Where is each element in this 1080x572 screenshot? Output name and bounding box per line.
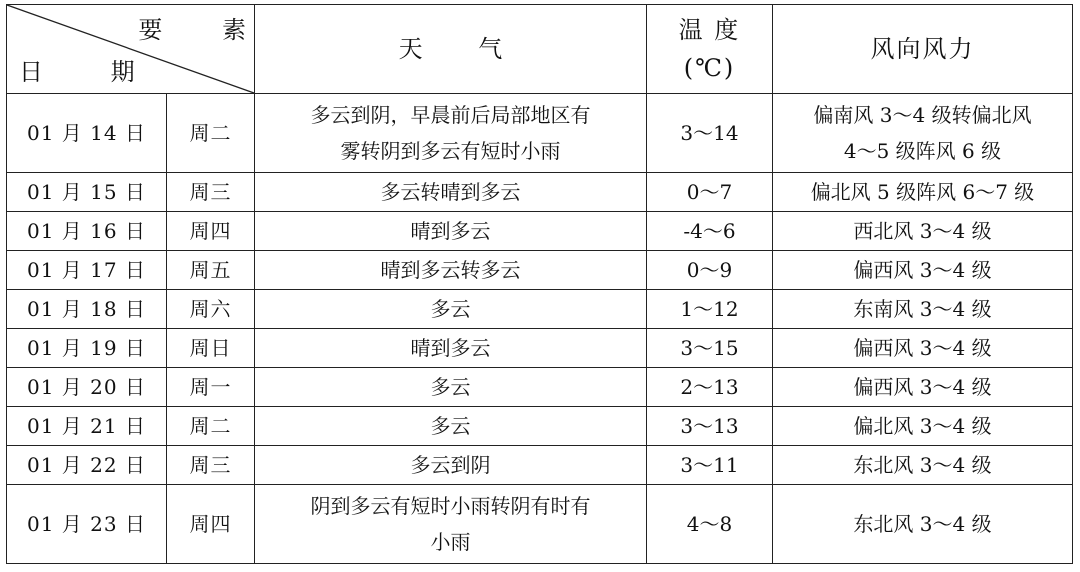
weather-cell: 多云 bbox=[255, 407, 647, 446]
table-row bbox=[7, 329, 1073, 368]
weekday-cell: 周二 bbox=[167, 407, 255, 446]
header-temperature-unit: (℃) bbox=[683, 54, 736, 82]
date-cell: 01 月 21 日 bbox=[7, 407, 167, 446]
temperature-cell: 1～12 bbox=[647, 290, 773, 329]
table-row bbox=[7, 290, 1073, 329]
weather-cell: 多云到阴 bbox=[255, 446, 647, 485]
wind-cell: 偏西风 3～4 级 bbox=[773, 368, 1073, 407]
temperature-cell: 3～14 bbox=[647, 94, 773, 173]
header-diagonal-cell bbox=[7, 5, 272, 94]
weekday-cell: 周六 bbox=[167, 290, 255, 329]
weekday-cell: 周日 bbox=[167, 329, 255, 368]
weekday-cell: 周三 bbox=[167, 173, 255, 212]
temperature-cell: -4～6 bbox=[647, 212, 773, 251]
wind-cell: 东南风 3～4 级 bbox=[773, 290, 1073, 329]
date-cell: 01 月 22 日 bbox=[7, 446, 167, 485]
table-header-row bbox=[7, 5, 1073, 94]
table-row bbox=[7, 485, 1073, 564]
date-cell: 01 月 20 日 bbox=[7, 368, 167, 407]
weather-cell: 晴到多云 bbox=[255, 329, 647, 368]
weekday-cell: 周四 bbox=[167, 485, 255, 564]
wind-line: 偏南风 3～4 级转偏北风 bbox=[813, 103, 1032, 127]
temperature-cell: 4～8 bbox=[647, 485, 773, 564]
weather-cell: 晴到多云 bbox=[255, 212, 647, 251]
wind-line: 4～5 级阵风 6 级 bbox=[843, 139, 1002, 163]
date-cell: 01 月 18 日 bbox=[7, 290, 167, 329]
table-row bbox=[7, 368, 1073, 407]
weather-cell bbox=[255, 485, 647, 564]
weather-line: 多云到阴，早晨前后局部地区有 bbox=[310, 103, 591, 127]
weekday-cell: 周三 bbox=[167, 446, 255, 485]
wind-cell: 偏北风 3～4 级 bbox=[773, 407, 1073, 446]
weather-line: 阴到多云有短时小雨转阴有时有 bbox=[310, 494, 591, 518]
temperature-cell: 3～13 bbox=[647, 407, 773, 446]
header-weather-label: 天 气 bbox=[398, 35, 527, 63]
temperature-cell: 0～9 bbox=[647, 251, 773, 290]
date-cell: 01 月 15 日 bbox=[7, 173, 167, 212]
header-temperature bbox=[647, 5, 773, 94]
wind-cell: 偏西风 3～4 级 bbox=[773, 251, 1073, 290]
temperature-cell: 0～7 bbox=[647, 173, 773, 212]
weather-cell bbox=[255, 94, 647, 173]
table-row bbox=[7, 212, 1073, 251]
weather-cell: 多云转晴到多云 bbox=[255, 173, 647, 212]
header-wind bbox=[773, 5, 1073, 94]
wind-cell: 东北风 3～4 级 bbox=[773, 485, 1073, 564]
header-date-label: 日 期 bbox=[19, 58, 165, 86]
temperature-cell: 3～15 bbox=[647, 329, 773, 368]
header-weather bbox=[255, 5, 647, 94]
temperature-cell: 3～11 bbox=[647, 446, 773, 485]
weather-cell: 晴到多云转多云 bbox=[255, 251, 647, 290]
wind-cell bbox=[773, 94, 1073, 173]
weather-cell: 多云 bbox=[255, 290, 647, 329]
weekday-cell: 周四 bbox=[167, 212, 255, 251]
header-temperature-label: 温 度 bbox=[678, 16, 741, 44]
header-wind-label: 风向风力 bbox=[870, 35, 975, 63]
weather-line: 雾转阴到多云有短时小雨 bbox=[340, 139, 561, 163]
weekday-cell: 周二 bbox=[167, 94, 255, 173]
wind-cell: 东北风 3～4 级 bbox=[773, 446, 1073, 485]
table-row bbox=[7, 94, 1073, 173]
weather-line: 小雨 bbox=[430, 530, 471, 554]
wind-cell: 西北风 3～4 级 bbox=[773, 212, 1073, 251]
weekday-cell: 周一 bbox=[167, 368, 255, 407]
header-element-label: 要 素 bbox=[138, 16, 272, 44]
wind-cell: 偏西风 3～4 级 bbox=[773, 329, 1073, 368]
date-cell: 01 月 16 日 bbox=[7, 212, 167, 251]
weather-forecast-table bbox=[6, 4, 1073, 564]
table-row bbox=[7, 407, 1073, 446]
wind-cell: 偏北风 5 级阵风 6～7 级 bbox=[773, 173, 1073, 212]
date-cell: 01 月 17 日 bbox=[7, 251, 167, 290]
weather-cell: 多云 bbox=[255, 368, 647, 407]
table-row bbox=[7, 446, 1073, 485]
temperature-cell: 2～13 bbox=[647, 368, 773, 407]
date-cell: 01 月 23 日 bbox=[7, 485, 167, 564]
table-row bbox=[7, 173, 1073, 212]
table-row bbox=[7, 251, 1073, 290]
date-cell: 01 月 19 日 bbox=[7, 329, 167, 368]
weekday-cell: 周五 bbox=[167, 251, 255, 290]
date-cell: 01 月 14 日 bbox=[7, 94, 167, 173]
